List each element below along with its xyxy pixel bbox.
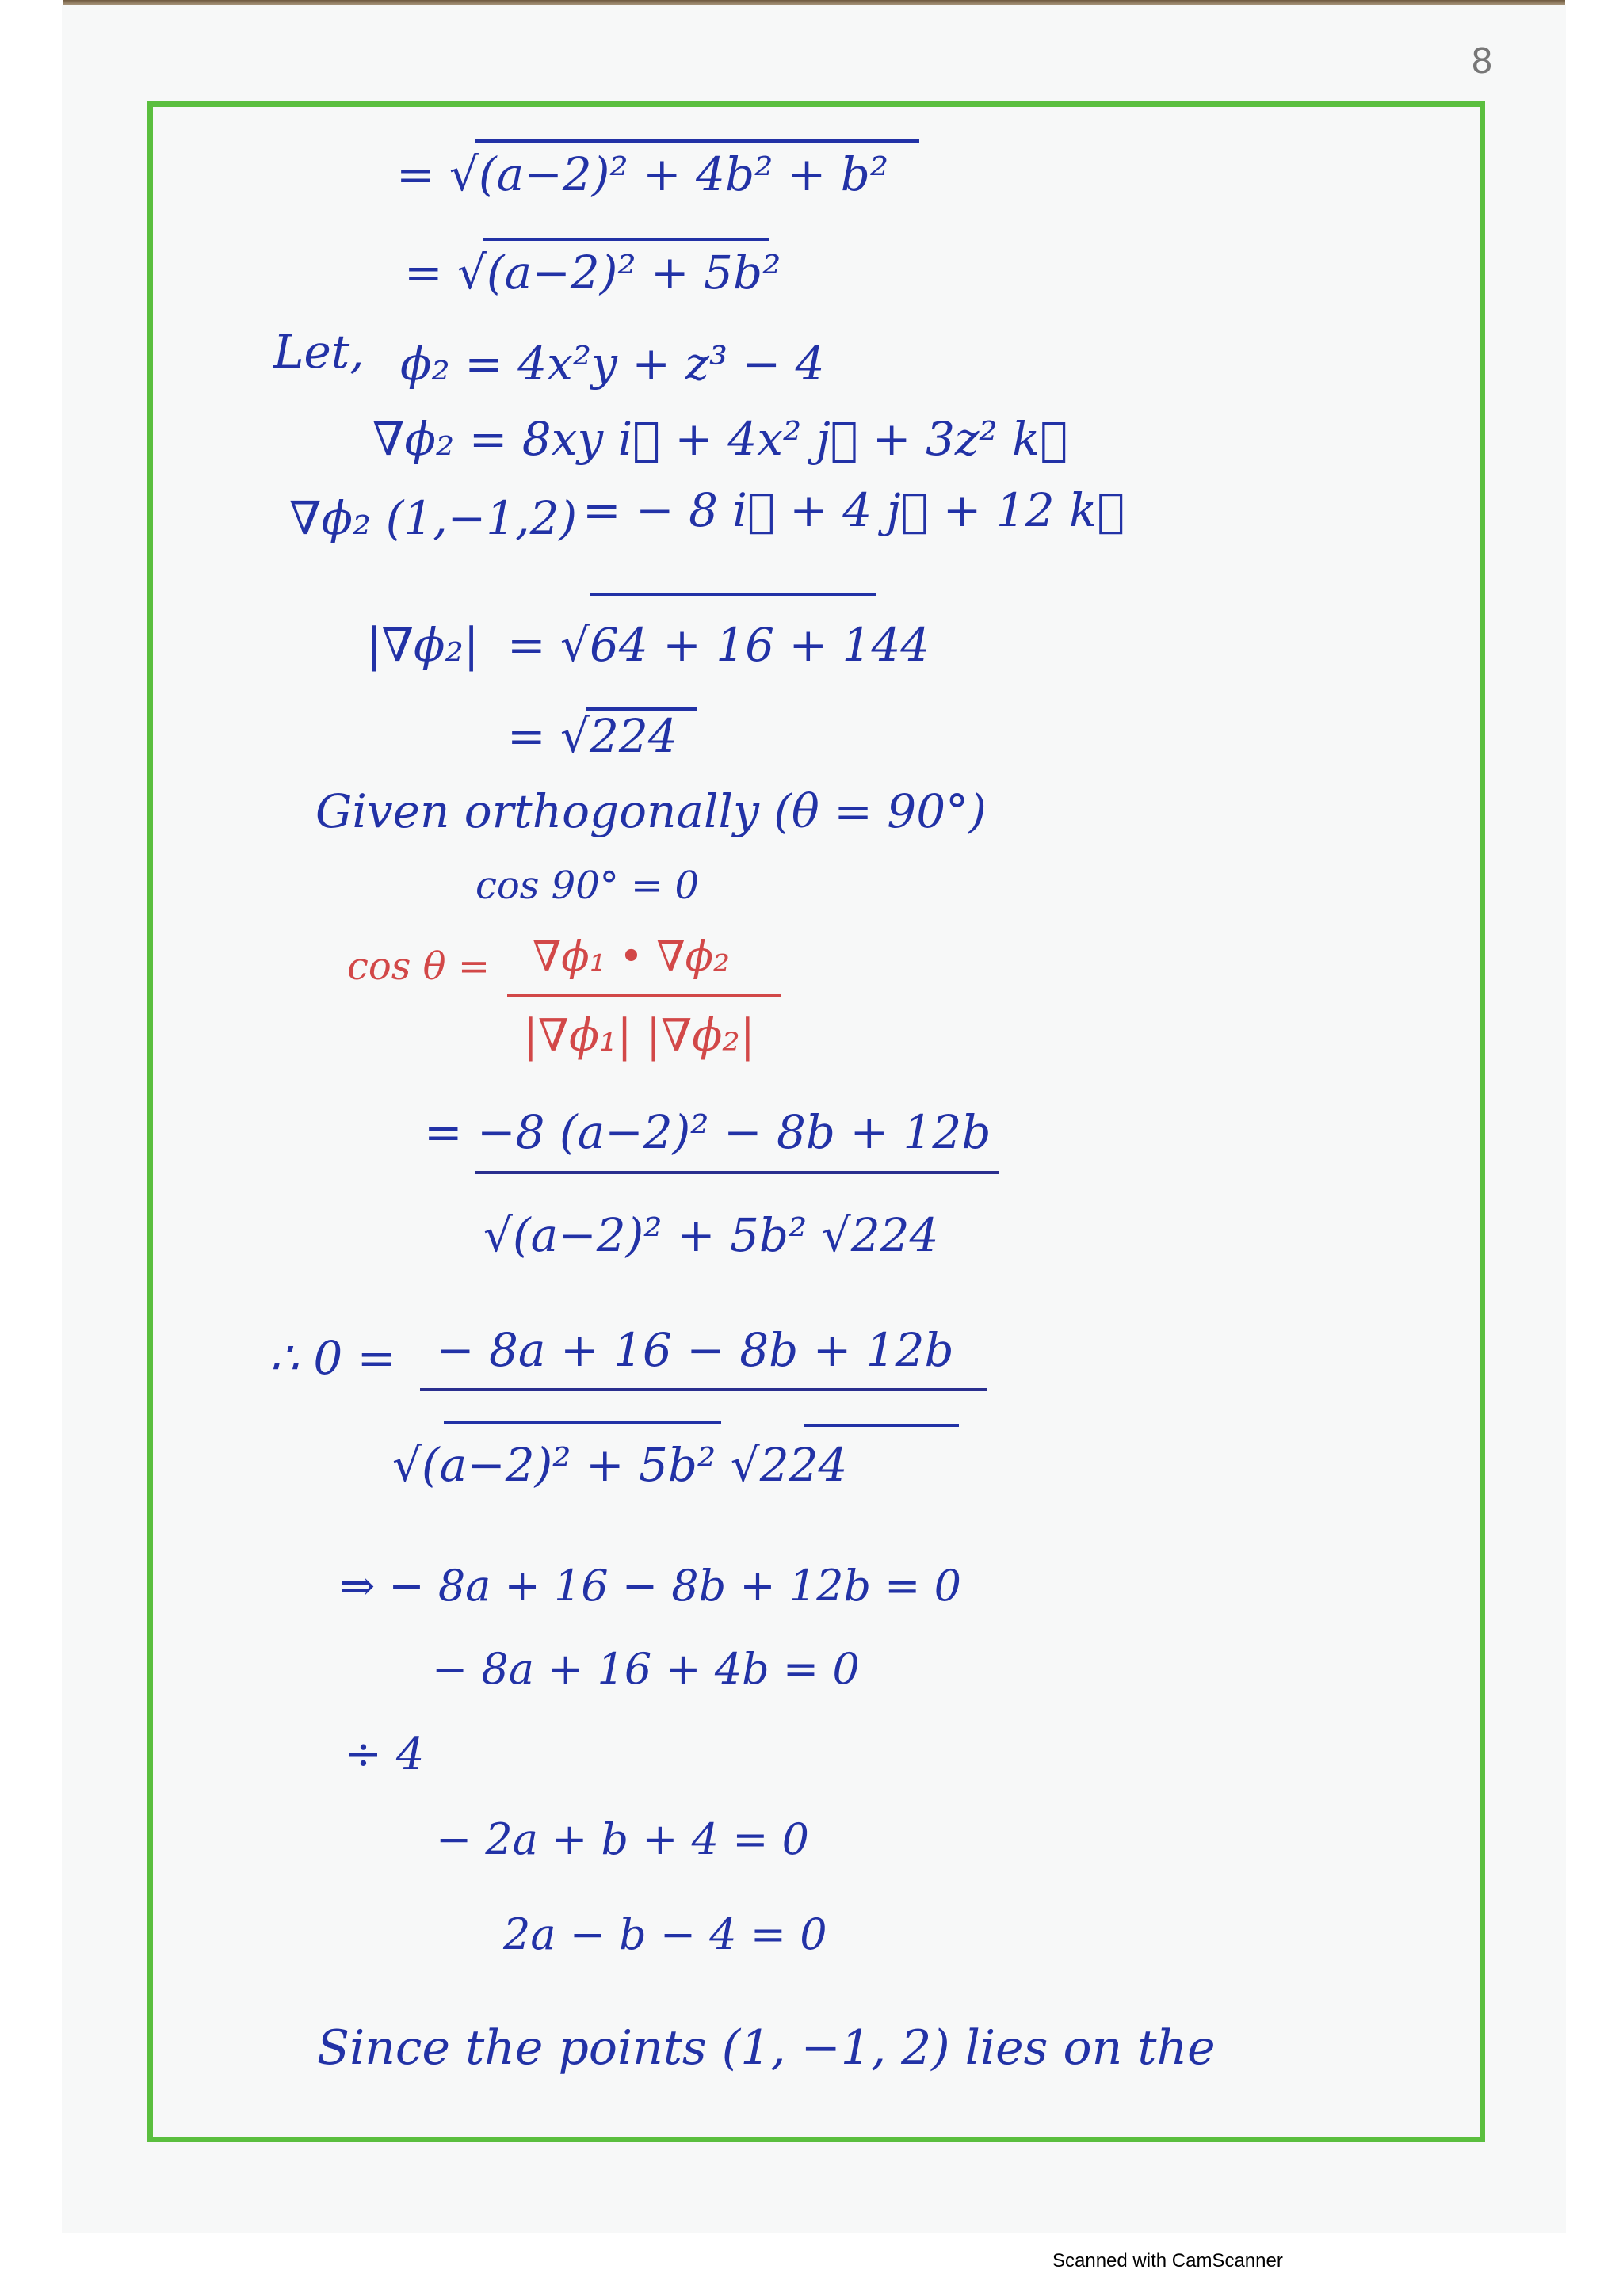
radical-overline — [483, 238, 769, 241]
gradient-at-point-lhs: ∇ϕ₂ (1,−1,2) — [289, 491, 578, 545]
fraction2-bar — [420, 1388, 987, 1391]
radical-overline — [444, 1421, 721, 1424]
camscanner-watermark: Scanned with CamScanner — [1052, 2250, 1283, 2271]
radical-overline — [804, 1424, 959, 1427]
cos-formula-numerator: ∇ϕ₁ • ∇ϕ₂ — [533, 933, 730, 981]
phi2-gradient: ∇ϕ₂ = 8xy i⃗ + 4x² j⃗ + 3z² k⃗ — [372, 412, 1068, 466]
implies-equation: ⇒ − 8a + 16 − 8b + 12b = 0 — [339, 1561, 961, 1611]
magnitude-rhs: = √64 + 16 + 144 — [507, 618, 930, 672]
magnitude-value: = √224 — [507, 709, 678, 763]
cos-90: cos 90° = 0 — [475, 864, 700, 908]
therefore-zero: ∴ 0 = — [269, 1331, 396, 1385]
line-sqrt-simplified: = √(a−2)² + 5b² — [404, 246, 781, 299]
fraction1-bar — [475, 1171, 999, 1174]
divide-by-four: ÷ 4 — [345, 1729, 425, 1780]
phi2-definition: ϕ₂ = 4x²y + z³ − 4 — [400, 337, 825, 391]
radical-overline — [590, 593, 876, 596]
fraction2-denominator: √(a−2)² + 5b² √224 — [392, 1438, 848, 1492]
cos-formula-denominator: |∇ϕ₁| |∇ϕ₂| — [523, 1010, 755, 1062]
let-label: Let, — [273, 325, 365, 379]
cos-formula-fraction-bar — [507, 994, 781, 997]
final-equation: 2a − b − 4 = 0 — [503, 1909, 827, 1959]
line-sqrt-expanded: = √(a−2)² + 4b² + b² — [396, 147, 889, 201]
radical-overline — [586, 707, 697, 711]
fraction1-numerator: = −8 (a−2)² − 8b + 12b — [424, 1105, 991, 1159]
gradient-at-point-rhs: = − 8 i⃗ + 4 j⃗ + 12 k⃗ — [582, 483, 1125, 537]
cos-theta-label: cos θ = — [347, 944, 491, 989]
simplified-equation: − 8a + 16 + 4b = 0 — [432, 1644, 860, 1694]
since-sentence: Since the points (1, −1, 2) lies on the — [317, 2020, 1216, 2076]
page-number: 8 — [1471, 41, 1493, 82]
reduced-equation: − 2a + b + 4 = 0 — [436, 1814, 809, 1864]
radical-overline — [475, 139, 919, 143]
magnitude-lhs: |∇ϕ₂| — [366, 618, 479, 672]
fraction1-denominator: √(a−2)² + 5b² √224 — [483, 1208, 939, 1262]
fraction2-numerator: − 8a + 16 − 8b + 12b — [436, 1323, 954, 1377]
given-orthogonal: Given orthogonally (θ = 90°) — [315, 784, 987, 838]
